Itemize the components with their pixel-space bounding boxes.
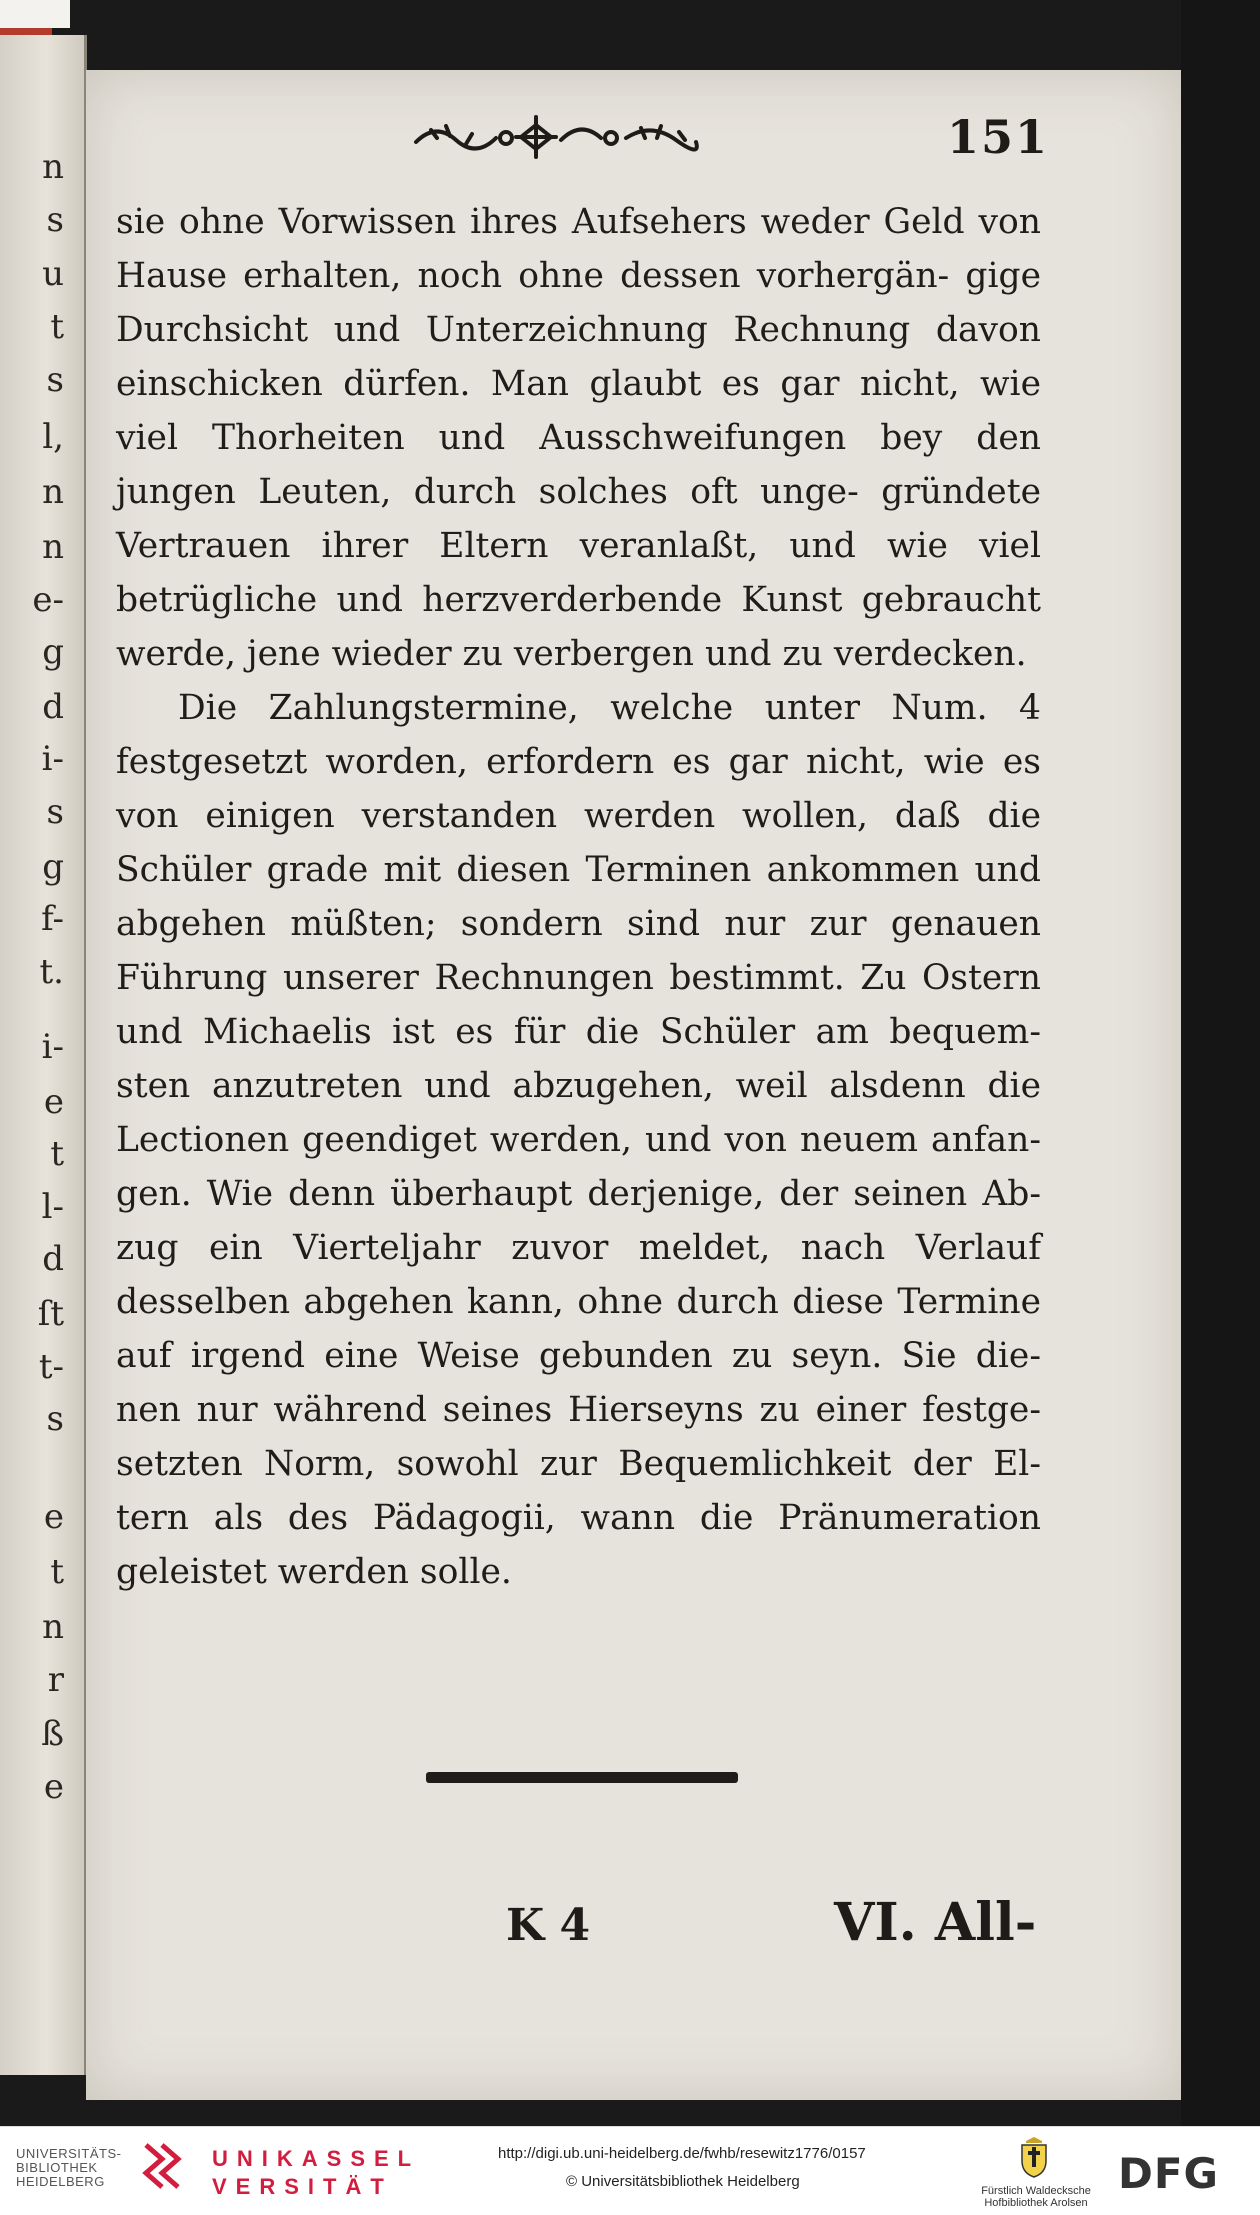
left-margin-fragment: n: [42, 1607, 64, 1647]
left-margin-fragment: t.: [39, 952, 64, 992]
paragraph: sie ohne Vorwissen ihres Aufsehers weder Geld von Hause erhalten, noch ohne dessen vorhergän- gige Durchsicht und Unterzeichnung Rechnung davon einschicken dürfen. Man glaubt es gar nicht, wie viel Thorheiten und Ausschweifungen bey den jungen Leuten, durch solches oft unge- gründete Vertrauen ihrer Eltern veranlaßt, und wie viel betrügliche und herzverderbende Kunst gebraucht werde, jene wieder zu verbergen und zu verdecken.: [116, 202, 1041, 674]
left-margin-fragment: e-: [32, 580, 64, 620]
left-margin-fragment: r: [47, 1660, 64, 1700]
footer-bar: [0, 2126, 1260, 2215]
ub-heidelberg-label[interactable]: UNIVERSITÄTS- BIBLIOTHEK HEIDELBERG: [16, 2146, 122, 2189]
left-margin-fragment: ſt: [37, 1294, 64, 1334]
uni-kassel-line1: UNIKASSEL: [212, 2146, 421, 2171]
crest-icon[interactable]: [1018, 2135, 1050, 2179]
kassel-logo-icon[interactable]: [140, 2141, 184, 2199]
floral-ornament-icon: [411, 112, 701, 162]
page-number: 151: [946, 110, 1049, 164]
left-margin-fragment: l,: [42, 417, 64, 457]
book-page: [86, 70, 1181, 2100]
left-margin-fragment: s: [46, 792, 64, 832]
left-margin-fragment: ß: [41, 1714, 64, 1754]
page-body: [116, 195, 1041, 1599]
left-margin-fragment: g: [42, 847, 64, 887]
left-margin-fragment: t-: [38, 1347, 64, 1387]
left-margin-fragment: s: [46, 360, 64, 400]
left-margin-fragment: n: [42, 472, 64, 512]
left-page-edge: [0, 35, 87, 2075]
left-margin-fragment: i-: [41, 739, 64, 779]
scan-corner: [0, 0, 70, 28]
paragraph: Die Zahlungstermine, welche unter Num. 4 festgesetzt worden, erfordern es gar nicht, wie es von einigen verstanden werden wollen, daß die Schüler grade mit diesen Terminen ankommen und abgehen müßten; sondern sind nur zur genauen Führung unserer Rechnungen bestimmt. Zu Ostern und Michaelis ist es für die Schüler am bequem- sten anzutreten und abzugehen, weil alsdenn die Lectionen geendiget werden, und von neuem anfan- gen. Wie denn überhaupt derjenige, der seinen Ab- zug ein Vierteljahr zuvor meldet, nach Verlauf desselben abgehen kann, ohne durch diese Termine auf irgend eine Weise gebunden zu seyn. Sie die- nen nur während seines Hierseyns zu einer festge- setzten Norm, sowohl zur Bequemlichkeit der El- tern als des Pädagogii, wann die Pränumeration geleistet werden solle.: [116, 688, 1041, 1592]
catchword: VI. All-: [834, 1892, 1037, 1953]
signature-mark: K 4: [506, 1900, 591, 1951]
left-margin-fragment: e: [43, 1082, 64, 1122]
left-margin-fragment: t: [50, 1134, 64, 1174]
end-rule: [426, 1772, 738, 1783]
source-url-link[interactable]: http://digi.ub.uni-heidelberg.de/fwhb/resewitz1776/0157: [498, 2145, 866, 2162]
left-margin-fragment: s: [46, 200, 64, 240]
left-margin-fragment: s: [46, 1399, 64, 1439]
left-margin-fragment: d: [42, 687, 64, 727]
dfg-logo[interactable]: DFG: [1118, 2149, 1220, 2198]
left-margin-fragment: i-: [41, 1027, 64, 1067]
left-margin-fragment: f-: [41, 899, 64, 939]
left-margin-fragment: t: [50, 307, 64, 347]
left-margin-fragment: l-: [41, 1187, 64, 1227]
copyright-text: © Universitätsbibliothek Heidelberg: [566, 2173, 800, 2190]
left-margin-fragment: d: [42, 1239, 64, 1279]
left-margin-fragment: e: [43, 1497, 64, 1537]
uni-kassel-logo[interactable]: [212, 2145, 420, 2201]
left-margin-fragment: t: [50, 1552, 64, 1592]
scan-background-right: [1181, 0, 1260, 2126]
left-margin-fragment: e: [43, 1767, 64, 1807]
left-margin-fragment: u: [42, 254, 64, 294]
uni-kassel-line2: VERSITÄT: [212, 2174, 393, 2199]
left-margin-fragment: n: [42, 147, 64, 187]
left-margin-fragment: n: [42, 527, 64, 567]
arolsen-label: Fürstlich Waldecksche Hofbibliothek Arolsen: [981, 2185, 1091, 2209]
left-margin-fragment: g: [42, 632, 64, 672]
